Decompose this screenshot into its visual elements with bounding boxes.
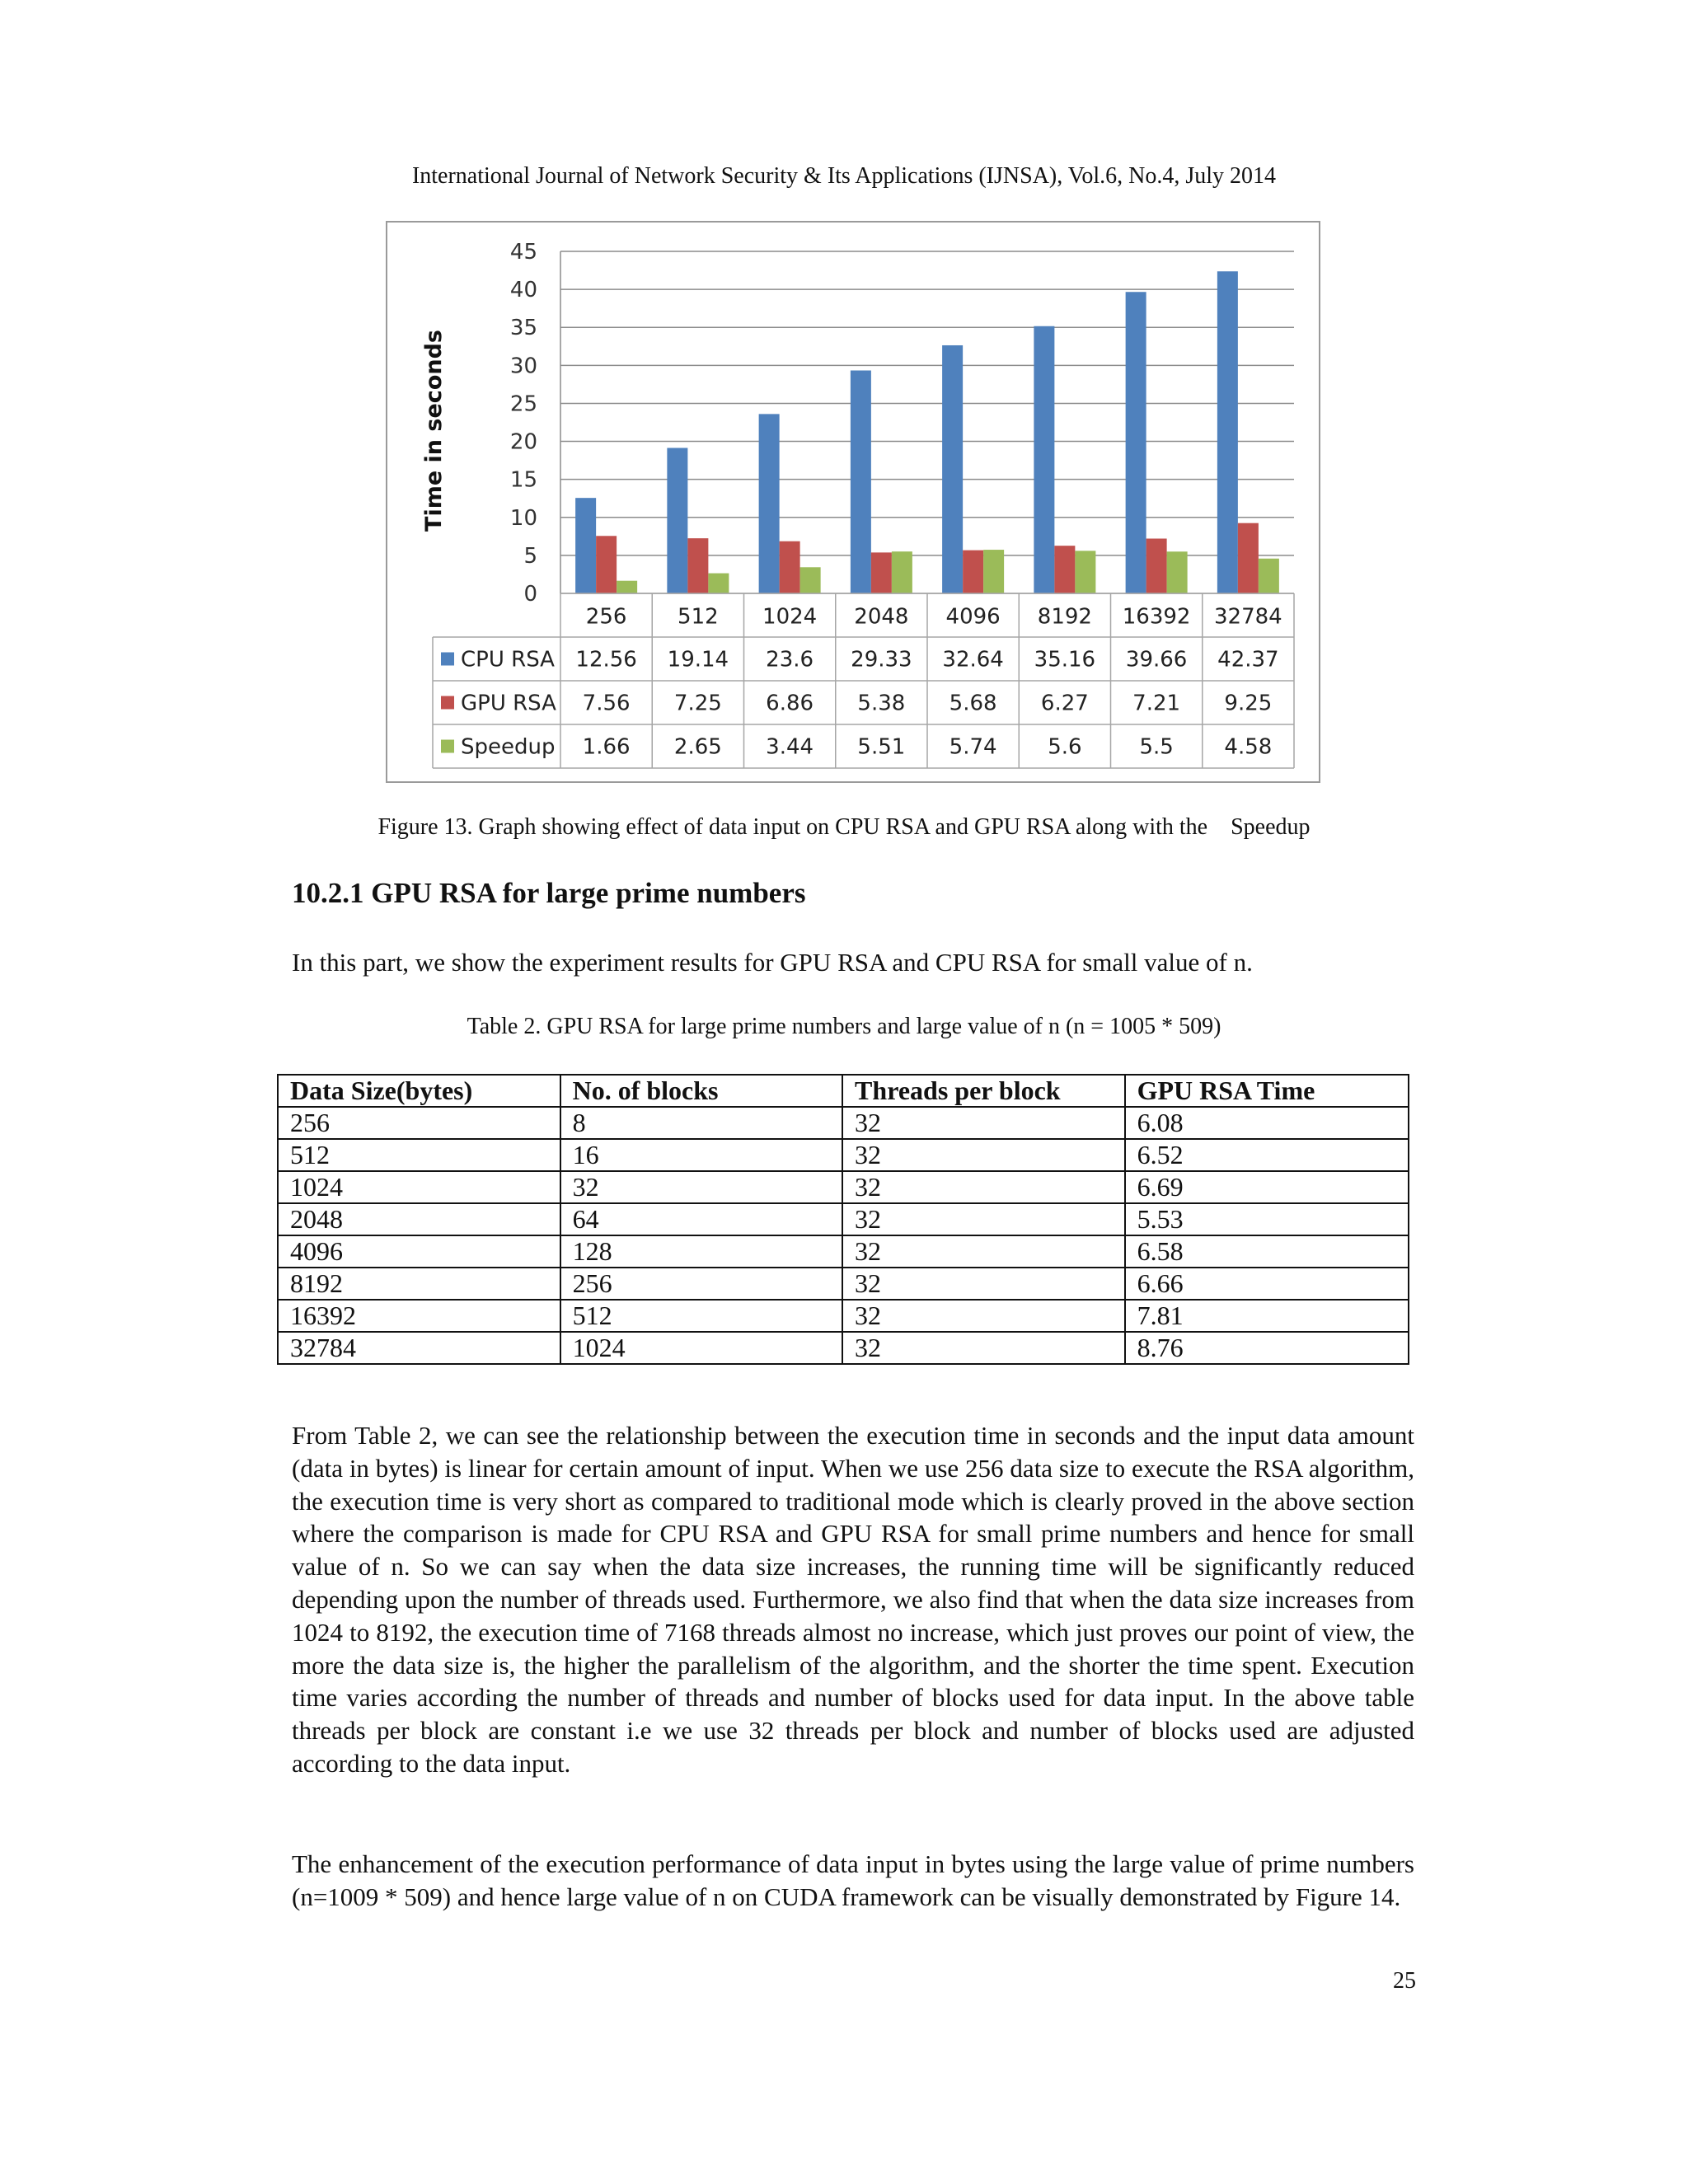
table-cell: 32	[842, 1235, 1125, 1268]
table-row	[278, 1107, 1409, 1139]
y-tick-label: 10	[509, 505, 537, 531]
table-cell: 8192	[278, 1268, 560, 1300]
table-row	[278, 1139, 1409, 1171]
bar-gpu-rsa	[963, 551, 983, 593]
table-cell: 4096	[278, 1235, 560, 1268]
table-cell: 512	[278, 1139, 560, 1171]
results-table	[277, 1074, 1409, 1365]
table-cell: 32	[842, 1107, 1125, 1139]
y-axis-title: Time in seconds	[421, 330, 447, 532]
bar-gpu-rsa	[596, 536, 617, 593]
bar-cpu-rsa	[759, 414, 780, 593]
data-table-value: 2.65	[673, 734, 722, 760]
page-number: 25	[1393, 1968, 1416, 1994]
table-cell: 2048	[278, 1203, 560, 1235]
y-tick-label: 30	[509, 354, 537, 379]
data-table-value: 12.56	[575, 647, 637, 673]
body-paragraph-2: From Table 2, we can see the relationship between the execution time in seconds and the input data amount (data in bytes) is linear for certain amount of input. When we use 256 data size to execute the RSA algorithm, the execution time is very short as compared to traditional mode which is clearly proved in the above section where the comparison is made for CPU RSA and GPU RSA for small prime numbers and hence for small value of n. So we can say when the data size increases, the running time will be significantly reduced depending upon the number of threads used. Furthermore, we also find that when the data size increases from 1024 to 8192, the execution time of 7168 threads almost no increase, which just proves our point of view, the more the data size is, the higher the parallelism of the algorithm, and the shorter the time spent. Execution time varies according the number of threads and number of blocks used for data input. In the above table threads per block are constant i.e we use 32 threads per block and number of blocks used are adjusted according to the data input.	[292, 1421, 1414, 1778]
bar-chart-svg	[387, 223, 1319, 781]
table-row	[278, 1203, 1409, 1235]
bar-gpu-rsa	[1238, 523, 1259, 593]
y-tick-label: 15	[509, 467, 537, 493]
y-tick-label: 25	[509, 391, 537, 417]
bar-cpu-rsa	[942, 345, 963, 593]
data-table-value: 5.74	[949, 734, 997, 760]
x-category-label: 1024	[762, 604, 818, 630]
table-cell: 32	[560, 1171, 842, 1203]
table-caption: Table 2. GPU RSA for large prime numbers and large value of n (n = 1005 * 509)	[467, 1014, 1221, 1039]
bar-speedup	[1075, 551, 1095, 593]
data-table-value: 1.66	[582, 734, 631, 760]
legend-label: Speedup	[461, 734, 556, 760]
data-table-value: 5.5	[1139, 734, 1174, 760]
data-table-value: 9.25	[1224, 691, 1273, 716]
bar-cpu-rsa	[667, 448, 687, 593]
bar-speedup	[892, 551, 912, 593]
data-table-value: 39.66	[1125, 647, 1188, 673]
table-row	[278, 1235, 1409, 1268]
table-cell: 32	[842, 1203, 1125, 1235]
x-category-label: 16392	[1122, 604, 1191, 630]
table-cell: 128	[560, 1235, 842, 1268]
table-cell: 16392	[278, 1300, 560, 1332]
bar-cpu-rsa	[1126, 292, 1146, 593]
x-category-label: 256	[585, 604, 627, 630]
header-threads: Threads per block	[842, 1075, 1125, 1107]
table-cell: 32	[842, 1139, 1125, 1171]
table-cell: 512	[560, 1300, 842, 1332]
journal-header: International Journal of Network Security & Its Applications (IJNSA), Vol.6, No.4, July 2014	[411, 163, 1277, 189]
bar-gpu-rsa	[871, 552, 892, 593]
bar-cpu-rsa	[1034, 326, 1054, 593]
data-table-value: 6.86	[766, 691, 814, 716]
section-title: 10.2.1 GPU RSA for large prime numbers	[292, 877, 806, 909]
table-cell: 8.76	[1125, 1332, 1409, 1364]
header-blocks: No. of blocks	[560, 1075, 842, 1107]
table-cell: 256	[560, 1268, 842, 1300]
table-cell: 32	[842, 1268, 1125, 1300]
data-table-value: 23.6	[766, 647, 814, 673]
bar-speedup	[708, 574, 729, 593]
bar-gpu-rsa	[1054, 546, 1075, 593]
table-cell: 6.58	[1125, 1235, 1409, 1268]
y-tick-label: 20	[509, 429, 537, 455]
table-cell: 6.52	[1125, 1139, 1409, 1171]
body-paragraph-3: The enhancement of the execution performance of data input in bytes using the large value of prime numbers (n=1009 * 509) and hence large value of n on CUDA framework can be visually demonstrated by Figure 14.	[292, 1849, 1414, 1911]
table-cell: 6.08	[1125, 1107, 1409, 1139]
bar-speedup	[800, 567, 821, 593]
bar-gpu-rsa	[687, 538, 708, 593]
table-row	[278, 1268, 1409, 1300]
table-header-row	[278, 1075, 1409, 1107]
table-row	[278, 1171, 1409, 1203]
table-row	[278, 1300, 1409, 1332]
bar-speedup	[1259, 559, 1279, 593]
data-table-value: 7.21	[1132, 691, 1181, 716]
legend-swatch-speedup	[441, 740, 454, 753]
y-tick-label: 0	[523, 582, 537, 607]
bar-speedup	[983, 550, 1004, 593]
table-cell: 7.81	[1125, 1300, 1409, 1332]
data-table-value: 3.44	[766, 734, 814, 760]
intro-paragraph: In this part, we show the experiment results for GPU RSA and CPU RSA for small value of n.	[292, 948, 1253, 977]
table-cell: 8	[560, 1107, 842, 1139]
table-cell: 6.69	[1125, 1171, 1409, 1203]
table-cell: 1024	[560, 1332, 842, 1364]
table-cell: 32784	[278, 1332, 560, 1364]
data-table-value: 5.38	[857, 691, 906, 716]
table-cell: 6.66	[1125, 1268, 1409, 1300]
y-tick-label: 5	[523, 543, 537, 569]
bar-cpu-rsa	[575, 498, 596, 593]
data-table-value: 7.56	[582, 691, 631, 716]
bar-speedup	[617, 581, 637, 593]
table-cell: 32	[842, 1332, 1125, 1364]
table-cell: 16	[560, 1139, 842, 1171]
legend-swatch-gpu-rsa	[441, 696, 454, 710]
data-table-value: 35.16	[1034, 647, 1096, 673]
data-table-value: 7.25	[673, 691, 722, 716]
y-tick-label: 40	[509, 278, 537, 303]
y-tick-label: 45	[509, 240, 537, 265]
x-category-label: 2048	[854, 604, 909, 630]
x-category-label: 32784	[1214, 604, 1282, 630]
table-cell: 1024	[278, 1171, 560, 1203]
bar-gpu-rsa	[1146, 539, 1167, 593]
table-cell: 256	[278, 1107, 560, 1139]
data-table-value: 32.64	[942, 647, 1004, 673]
table-cell: 64	[560, 1203, 842, 1235]
data-table-value: 5.68	[949, 691, 997, 716]
figure-13-chart	[386, 221, 1320, 783]
y-tick-label: 35	[509, 316, 537, 341]
data-table-value: 5.6	[1048, 734, 1082, 760]
bar-cpu-rsa	[851, 371, 871, 593]
header-data-size: Data Size(bytes)	[278, 1075, 560, 1107]
x-category-label: 512	[678, 604, 719, 630]
data-table-value: 29.33	[851, 647, 912, 673]
bar-speedup	[1167, 551, 1188, 593]
x-category-label: 4096	[945, 604, 1001, 630]
data-table-value: 19.14	[667, 647, 729, 673]
legend-label: GPU RSA	[461, 691, 556, 716]
table-cell: 5.53	[1125, 1203, 1409, 1235]
bar-gpu-rsa	[780, 541, 800, 593]
x-category-label: 8192	[1037, 604, 1092, 630]
data-table-value: 5.51	[857, 734, 906, 760]
header-gpu-time: GPU RSA Time	[1125, 1075, 1409, 1107]
table-row	[278, 1332, 1409, 1364]
bar-cpu-rsa	[1217, 271, 1238, 593]
table-cell: 32	[842, 1171, 1125, 1203]
data-table-value: 42.37	[1217, 647, 1279, 673]
legend-swatch-cpu-rsa	[441, 653, 454, 666]
data-table-value: 6.27	[1040, 691, 1089, 716]
figure-caption: Figure 13. Graph showing effect of data input on CPU RSA and GPU RSA along with the Speedup	[377, 814, 1311, 840]
table-cell: 32	[842, 1300, 1125, 1332]
legend-label: CPU RSA	[461, 647, 555, 673]
data-table-value: 4.58	[1224, 734, 1273, 760]
